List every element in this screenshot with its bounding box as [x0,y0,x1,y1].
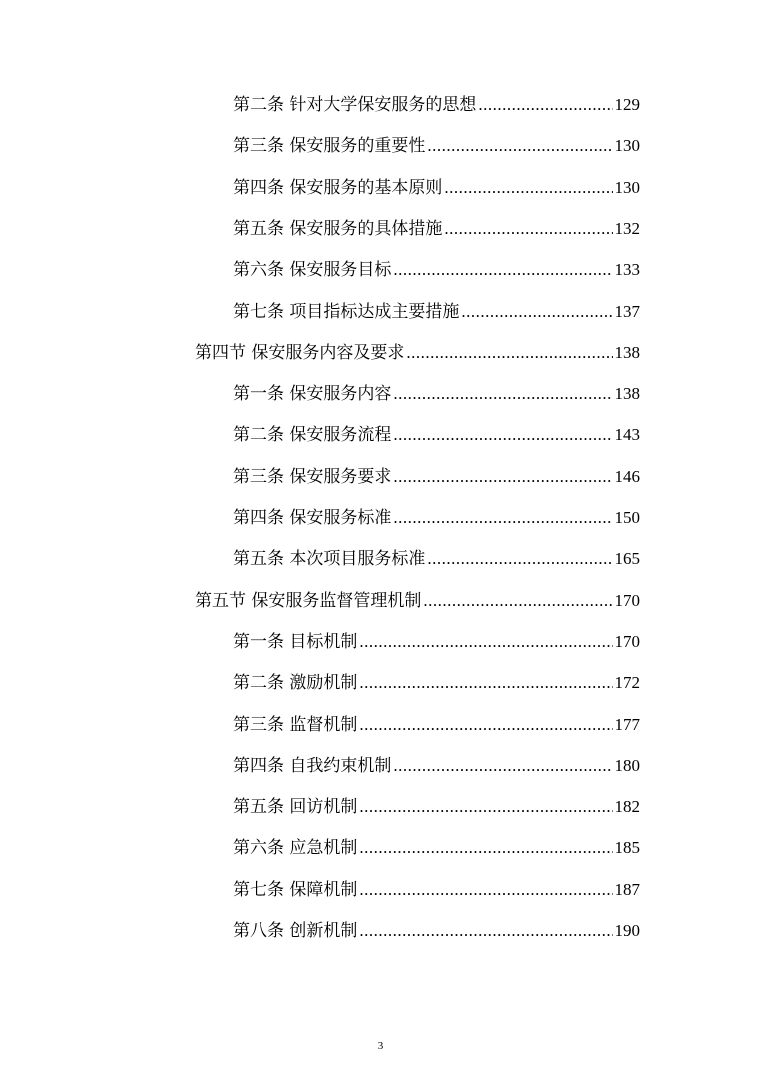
toc-entry-page: 132 [614,218,640,238]
toc-entry-title: 第二条 针对大学保安服务的思想 [233,95,477,115]
toc-entry-title: 第八条 创新机制 [233,921,358,941]
toc-dot-leader [461,297,612,327]
toc-entry-title: 第六条 应急机制 [233,838,358,859]
toc-entry-page: 146 [614,466,640,486]
toc-dot-leader [444,214,612,244]
toc-article-entry[interactable] [233,503,640,533]
toc-entry-title: 第三条 监督机制 [233,714,358,735]
toc-article-entry[interactable] [233,90,640,120]
toc-section-entry[interactable] [195,338,640,368]
toc-article-entry[interactable] [233,379,640,409]
toc-article-entry[interactable] [233,462,640,492]
toc-entry-title: 第四条 保安服务的基本原则 [233,177,443,198]
toc-entry-page: 150 [614,508,640,527]
toc-dot-leader [423,586,612,616]
toc-entry-page: 177 [614,714,640,734]
toc-entry-page: 143 [614,425,640,445]
toc-article-entry[interactable] [233,833,640,863]
toc-dot-leader [427,544,612,574]
toc-dot-leader [359,627,612,657]
toc-dot-leader [359,916,612,946]
toc-entry-title: 第五条 本次项目服务标准 [233,549,426,570]
toc-entry-title: 第五条 回访机制 [233,797,358,818]
toc-article-entry[interactable] [233,173,640,203]
toc-dot-leader [393,379,612,409]
toc-entry-title: 第一条 目标机制 [233,631,358,652]
page-number: 3 [377,1040,384,1052]
toc-dot-leader [406,338,612,368]
toc-entry-title: 第四条 自我约束机制 [233,755,392,776]
toc-dot-leader [393,462,612,492]
toc-dot-leader [393,420,612,450]
toc-entry-title: 第七条 保障机制 [233,879,358,900]
toc-entry-page: 182 [614,797,640,817]
toc-entry-title: 第五条 保安服务的具体措施 [233,218,443,239]
toc-article-entry[interactable] [233,214,640,244]
toc-dot-leader [444,173,612,203]
toc-article-entry[interactable] [233,751,640,781]
toc-entry-title: 第二条 保安服务流程 [233,425,392,446]
toc-dot-leader [393,751,612,781]
toc-article-entry[interactable] [233,916,640,946]
toc-entry-title: 第三条 保安服务要求 [233,466,392,487]
toc-article-entry[interactable] [233,420,640,450]
toc-entry-title: 第四节 保安服务内容及要求 [195,342,405,363]
toc-entry-page: 187 [614,879,640,899]
toc-dot-leader [427,131,612,161]
toc-entry-title: 第三条 保安服务的重要性 [233,136,426,157]
toc-entry-page: 130 [614,136,640,156]
toc-article-entry[interactable] [233,255,640,285]
toc-article-entry[interactable] [233,792,640,822]
toc-article-entry[interactable] [233,131,640,161]
toc-article-entry[interactable] [233,544,640,574]
toc-entry-page: 172 [614,673,640,693]
toc-entry-title: 第一条 保安服务内容 [233,384,392,405]
toc-dot-leader [359,710,612,740]
toc-article-entry[interactable] [233,710,640,740]
toc-entry-page: 138 [614,342,640,362]
toc-entry-page: 129 [614,95,640,114]
toc-dot-leader [393,255,612,285]
toc-article-entry[interactable] [233,297,640,327]
toc-entry-page: 138 [614,384,640,404]
toc-article-entry[interactable] [233,627,640,657]
toc-dot-leader [359,875,612,905]
toc-entry-page: 137 [614,301,640,321]
toc-dot-leader [393,503,612,533]
toc-section-entry[interactable] [195,586,640,616]
toc-entry-page: 185 [614,838,640,858]
toc-entry-page: 130 [614,177,640,197]
toc-article-entry[interactable] [233,668,640,698]
toc-entry-page: 190 [614,921,640,940]
toc-entry-title: 第四条 保安服务标准 [233,508,392,528]
toc-entry-title: 第七条 项目指标达成主要措施 [233,301,460,322]
toc-entry-page: 133 [614,260,640,280]
toc-entry-title: 第五节 保安服务监督管理机制 [195,590,422,611]
toc-entry-page: 170 [614,590,640,610]
toc-entry-page: 170 [614,631,640,651]
toc-entry-title: 第二条 激励机制 [233,673,358,694]
toc-dot-leader [478,90,612,120]
toc-entry-title: 第六条 保安服务目标 [233,260,392,281]
toc-dot-leader [359,792,612,822]
toc-entry-page: 165 [614,549,640,569]
toc-entry-page: 180 [614,755,640,775]
toc-article-entry[interactable] [233,875,640,905]
toc-dot-leader [359,668,612,698]
toc-dot-leader [359,833,612,863]
